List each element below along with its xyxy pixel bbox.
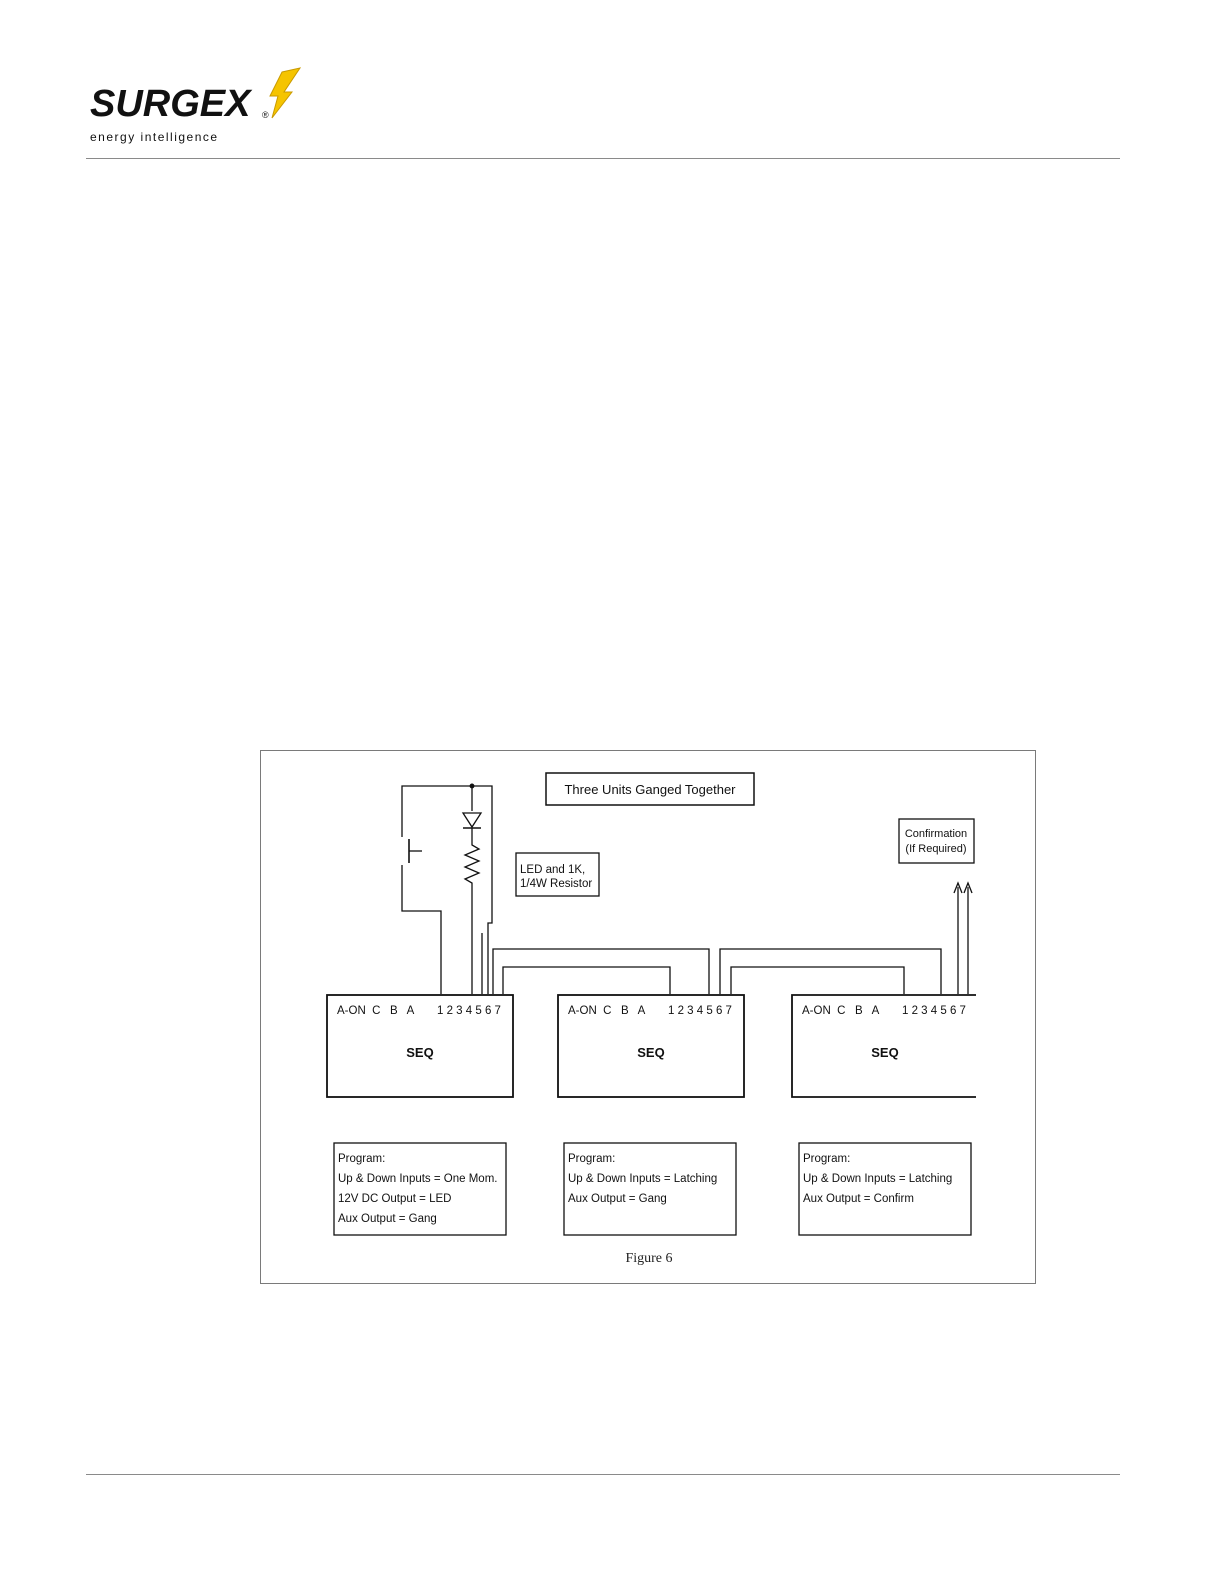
- figure-caption: Figure 6: [625, 1251, 673, 1266]
- gang-wire-2-3-inner: [731, 967, 904, 994]
- footer-rule: [86, 1474, 1120, 1475]
- wiring-diagram: [261, 751, 1037, 1285]
- unit-pins-label: 1 2 3 4 5 6 7: [668, 1005, 732, 1017]
- surgex-logo-graphic: [86, 66, 316, 148]
- confirmation-box: [899, 819, 974, 863]
- confirmation-line2: (If Required): [905, 843, 967, 855]
- logo-brand: SURGEX: [90, 83, 251, 125]
- confirmation-line1: Confirmation: [904, 828, 968, 840]
- program-line: Up & Down Inputs = One Mom.: [338, 1173, 498, 1185]
- unit-name: SEQ: [637, 1045, 665, 1060]
- gang-wire-1-2-inner: [503, 967, 670, 994]
- resistor-icon: [465, 828, 479, 994]
- gang-wire-1-2-outer: [493, 949, 709, 994]
- logo-tagline: energy intelligence: [90, 130, 219, 144]
- gang-wire-2-3-outer: [720, 949, 941, 994]
- led-label-line1: LED and 1K,: [520, 864, 586, 876]
- unit-inputs-label: A-ON C B A: [802, 1005, 880, 1017]
- program-line: Up & Down Inputs = Latching: [568, 1173, 718, 1185]
- program-line: Aux Output = Confirm: [803, 1193, 914, 1205]
- unit-name: SEQ: [406, 1045, 434, 1060]
- led-diode-icon: [463, 813, 481, 827]
- program-line: 12V DC Output = LED: [338, 1193, 452, 1205]
- unit-name: SEQ: [871, 1045, 899, 1060]
- surgex-logo: [86, 66, 316, 148]
- unit-pins-label: 1 2 3 4 5 6 7: [902, 1005, 966, 1017]
- wiring-figure: [260, 750, 1036, 1284]
- program-line: Up & Down Inputs = Latching: [803, 1173, 953, 1185]
- logo-registered-mark: ®: [262, 110, 269, 120]
- program-line: Aux Output = Gang: [568, 1193, 667, 1205]
- program-line: Aux Output = Gang: [338, 1213, 437, 1225]
- switch-wire-top: [402, 786, 472, 837]
- led-label-line2: 1/4W Resistor: [520, 878, 593, 890]
- header-rule: [86, 158, 1120, 159]
- unit-pins-label: 1 2 3 4 5 6 7: [437, 1005, 501, 1017]
- diagram-title: Three Units Ganged Together: [564, 782, 736, 797]
- program-line: Program:: [803, 1153, 851, 1165]
- program-line: Program:: [568, 1153, 616, 1165]
- unit-inputs-label: A-ON C B A: [337, 1005, 415, 1017]
- switch-wire: [402, 865, 441, 994]
- lightning-bolt-icon: [270, 68, 300, 118]
- program-line: Program:: [338, 1153, 386, 1165]
- unit-inputs-label: A-ON C B A: [568, 1005, 646, 1017]
